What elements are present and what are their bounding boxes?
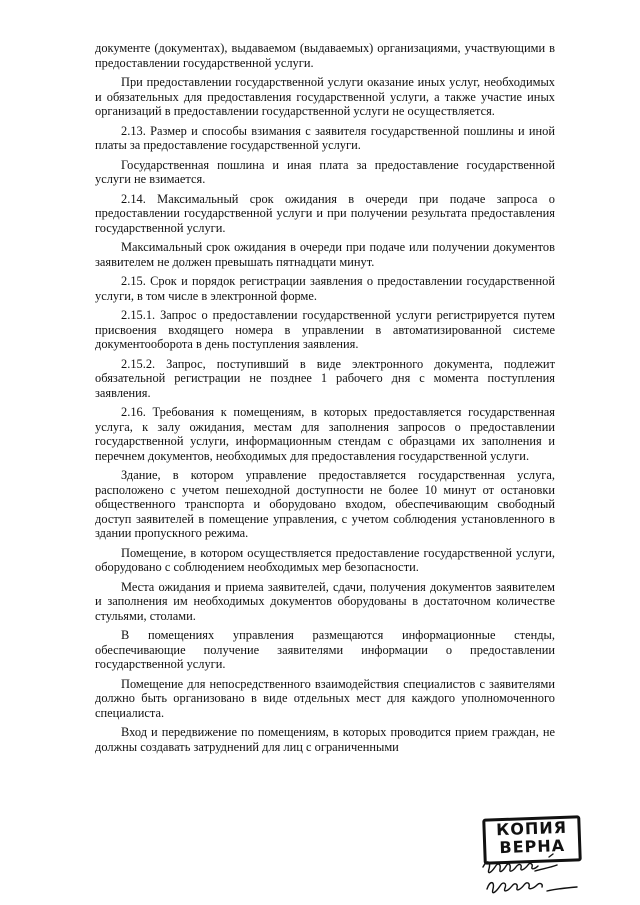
paragraph-1: документе (документах), выдаваемом (выдаваемых) организациями, участвующими в предоставлении государственной услуги. xyxy=(95,41,555,70)
paragraph-11: Здание, в котором управление предоставляется государственная услуга, расположено с учетом пешеходной доступности не более 10 минут от остановки общественного транспорта и оборудовано входом, обеспечивающим свободный доступ заявителей в помещение управления, с учетом соблюдения установленного в здании пропускного режима. xyxy=(95,468,555,540)
paragraph-12: Помещение, в котором осуществляется предоставление государственной услуги, оборудовано с соблюдением необходимых мер безопасности. xyxy=(95,545,555,574)
paragraph-15: Помещение для непосредственного взаимодействия специалистов с заявителями должно быть организовано в виде отдельных мест для каждого уполномоченного специалиста. xyxy=(95,676,555,720)
paragraph-7: 2.15. Срок и порядок регистрации заявления о предоставлении государственной услуги, в том числе в электронной форме. xyxy=(95,274,555,303)
paragraph-2: При предоставлении государственной услуги оказание иных услуг, необходимых и обязательных для предоставления государственной услуги, а также участие иных организаций в предоставлении государственной услуги не осуществляется. xyxy=(95,75,555,118)
stamp-line-1: КОПИЯ xyxy=(495,817,568,840)
stamp-line-2: ВЕРНА xyxy=(499,835,566,858)
paragraph-3: 2.13. Размер и способы взимания с заявителя государственной пошлины и иной платы за предоставление государственной услуги. xyxy=(95,123,555,152)
paragraph-16: Вход и передвижение по помещениям, в которых проводится прием граждан, не должны создавать затруднений для лиц с ограниченными xyxy=(95,725,555,754)
document-body xyxy=(95,41,555,759)
handwritten-signature xyxy=(477,853,585,899)
paragraph-10: 2.16. Требования к помещениям, в которых предоставляется государственная услуга, к залу ожидания, местам для заполнения запросов о предоставлении государственной услуги, информационным стендам с образцами их заполнения и перечнем документов, необходимых для предоставления государственной услуги. xyxy=(95,405,555,463)
copy-verified-stamp xyxy=(477,817,585,899)
paragraph-5: 2.14. Максимальный срок ожидания в очереди при подаче запроса о предоставлении государственной услуги и при получении результата предоставления государственной услуги. xyxy=(95,191,555,235)
paragraph-4: Государственная пошлина и иная плата за предоставление государственной услуги не взимается. xyxy=(95,157,555,186)
paragraph-6: Максимальный срок ожидания в очереди при подаче или получении документов заявителем не должен превышать пятнадцати минут. xyxy=(95,240,555,269)
paragraph-13: Места ожидания и приема заявителей, сдачи, получения документов заявителем и заполнения им необходимых документов оборудованы в достаточном количестве стульями, столами. xyxy=(95,579,555,623)
paragraph-8: 2.15.1. Запрос о предоставлении государственной услуги регистрируется путем присвоения входящего номера в управлении в автоматизированной системе документооборота в день поступления заявления. xyxy=(95,308,555,351)
paragraph-9: 2.15.2. Запрос, поступивший в виде электронного документа, подлежит обязательной регистрации не позднее 1 рабочего дня с момента поступления заявления. xyxy=(95,356,555,400)
paragraph-14: В помещениях управления размещаются информационные стенды, обеспечивающие получение заявителями информации о предоставлении государственной услуги. xyxy=(95,628,555,671)
